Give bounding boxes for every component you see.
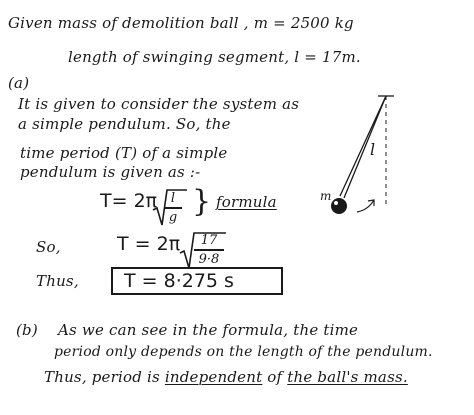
part-b-line-2: period only depends on the length of the pendulum. <box>54 344 433 360</box>
formula-fraction <box>164 191 182 225</box>
part-b-line-3 <box>44 368 408 386</box>
part-b-label: (b) <box>16 321 38 339</box>
substitution-numerator: 17 <box>200 233 218 248</box>
formula-denominator: g <box>168 209 178 225</box>
part-b-emphasis-independent: independent <box>164 368 263 386</box>
so-label: So, <box>36 238 61 256</box>
swing-arrow <box>357 200 374 212</box>
pendulum-bob <box>331 198 347 214</box>
part-a-label: (a) <box>8 74 30 92</box>
length-label: l <box>370 140 376 159</box>
formula-brace: } <box>192 184 212 219</box>
part-b-line-3-start: Thus, period is <box>44 368 160 386</box>
thus-label: Thus, <box>36 272 79 290</box>
pendulum-diagram <box>320 84 460 234</box>
result-value: T = 8·275 s <box>124 270 234 292</box>
part-a-line-4: pendulum is given as :- <box>20 163 201 181</box>
substitution-fraction <box>194 233 224 267</box>
given-mass-line: Given mass of demolition ball , m = 2500 kg <box>8 14 354 32</box>
given-length-line: length of swinging segment, l = 17m. <box>68 48 361 66</box>
part-b-line-3-mid: of <box>267 368 283 386</box>
pendulum-rod-right <box>344 96 386 198</box>
part-a-line-2: a simple pendulum. So, the <box>18 115 231 133</box>
formula-fraction-bar <box>164 207 182 209</box>
substitution-denominator: 9·8 <box>198 251 220 267</box>
pendulum-rod-left <box>340 96 386 196</box>
part-a-line-1: It is given to consider the system as <box>18 95 300 113</box>
part-a-line-3: time period (T) of a simple <box>20 144 228 162</box>
substitution-fraction-bar <box>194 249 224 251</box>
formula-numerator: l <box>170 191 176 206</box>
formula-lhs: T= 2π <box>100 190 158 212</box>
substitution-lhs: T = 2π <box>117 233 181 255</box>
part-b-emphasis-mass: the ball's mass. <box>287 368 408 386</box>
part-b-line-1: As we can see in the formula, the time <box>58 321 359 339</box>
pendulum-bob-highlight <box>334 201 338 205</box>
mass-label: m <box>320 189 332 203</box>
formula-note: formula <box>216 193 277 211</box>
